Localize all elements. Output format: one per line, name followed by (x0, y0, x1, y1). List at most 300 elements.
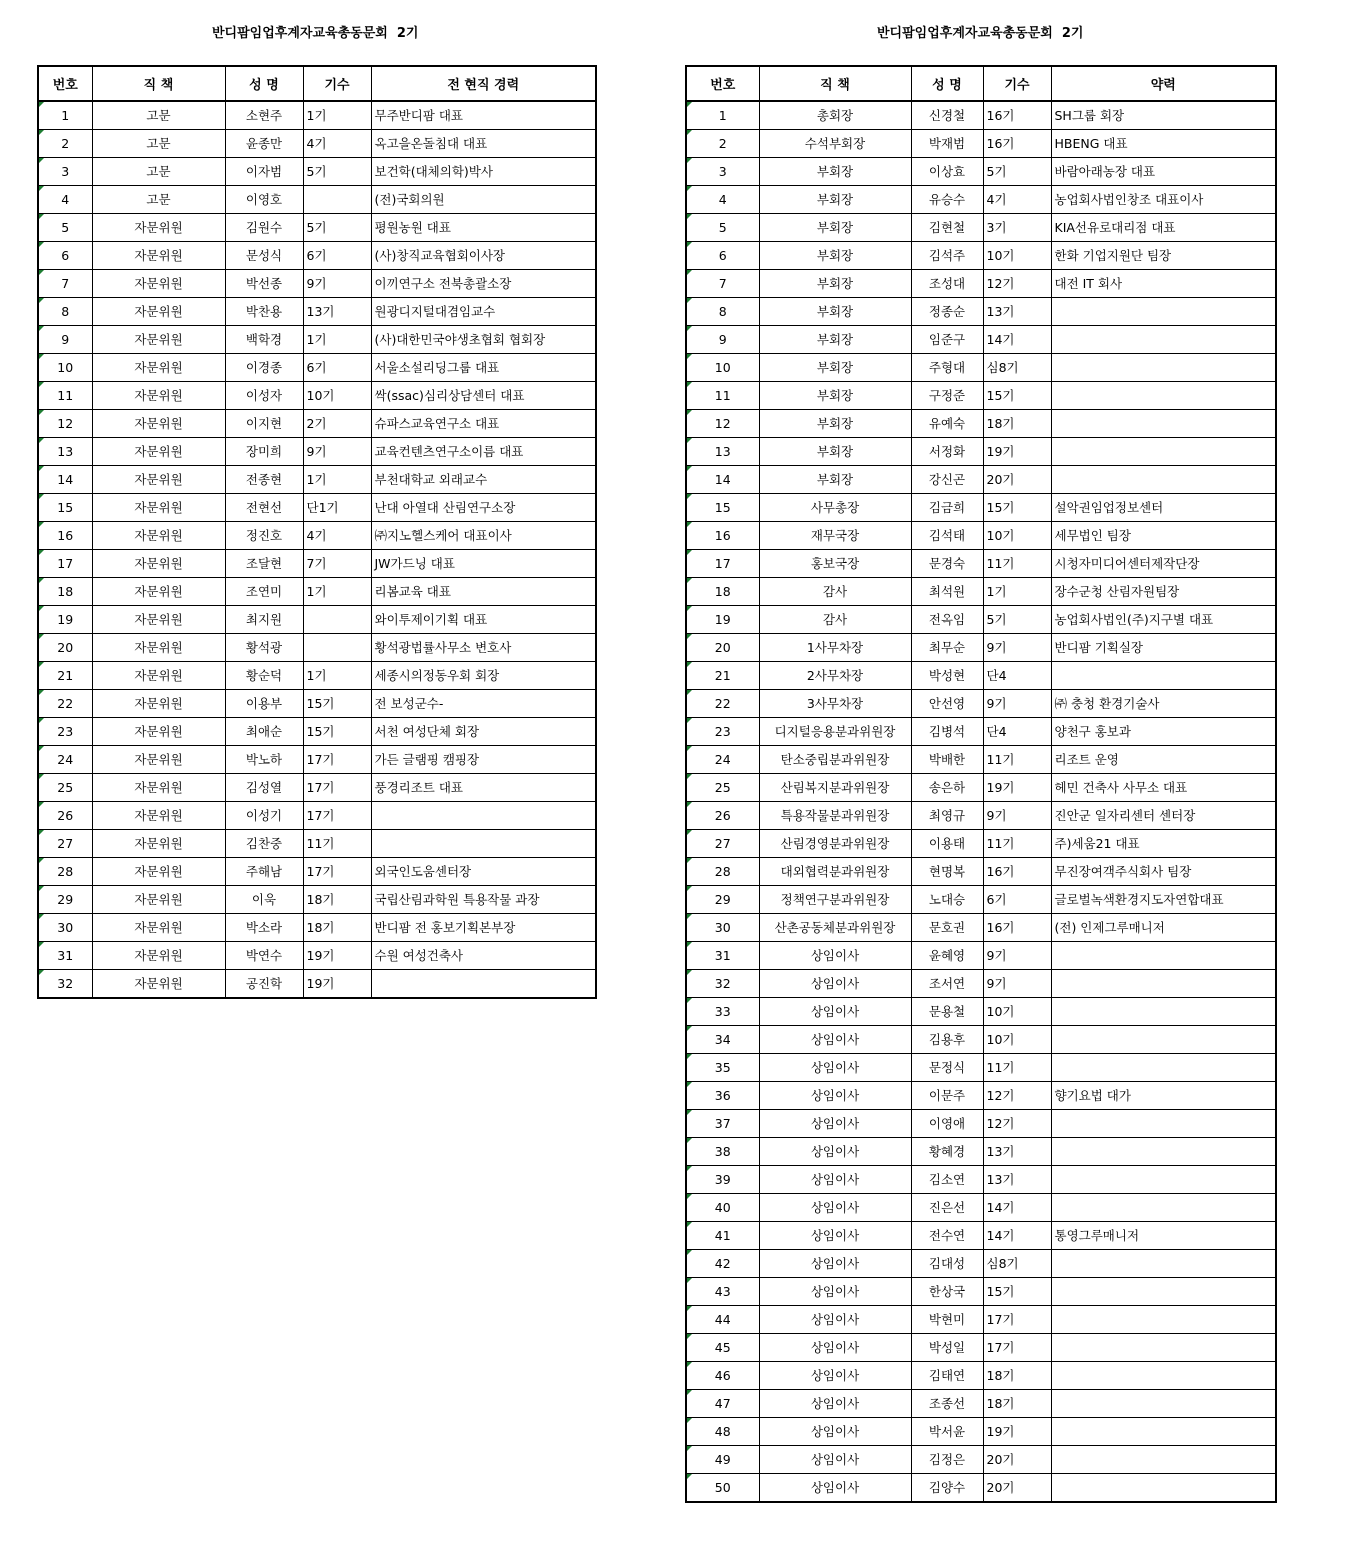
cell-generation: 10기 (983, 998, 1051, 1026)
cell-generation: 19기 (983, 774, 1051, 802)
cell-generation: 9기 (303, 270, 371, 298)
cell-generation: 5기 (303, 158, 371, 186)
cell-career: 리조트 운영 (1051, 746, 1276, 774)
cell-number: 37 (686, 1110, 759, 1138)
cell-name: 박선종 (225, 270, 303, 298)
cell-name: 주형대 (911, 354, 983, 382)
cell-number: 21 (38, 662, 92, 690)
cell-position: 자문위원 (92, 942, 225, 970)
cell-number: 25 (38, 774, 92, 802)
table-row (686, 1194, 1276, 1222)
cell-generation: 9기 (983, 634, 1051, 662)
cell-number: 44 (686, 1306, 759, 1334)
cell-career: 세무법인 팀장 (1051, 522, 1276, 550)
cell-generation: 14기 (983, 1194, 1051, 1222)
header-career: 전 현직 경력 (371, 66, 596, 101)
cell-generation: 단1기 (303, 494, 371, 522)
cell-position: 부회장 (759, 438, 911, 466)
cell-number: 32 (686, 970, 759, 998)
cell-name: 이용태 (911, 830, 983, 858)
cell-generation: 9기 (983, 690, 1051, 718)
cell-number: 4 (38, 186, 92, 214)
table-row (38, 550, 596, 578)
cell-name: 황석광 (225, 634, 303, 662)
cell-number: 33 (686, 998, 759, 1026)
table-header-row (686, 66, 1276, 101)
cell-position: 자문위원 (92, 298, 225, 326)
cell-position: 대외협력분과위원장 (759, 858, 911, 886)
cell-name: 이욱 (225, 886, 303, 914)
cell-career (1051, 1446, 1276, 1474)
cell-number: 35 (686, 1054, 759, 1082)
table-row (686, 1390, 1276, 1418)
cell-career: 이끼연구소 전북총괄소장 (371, 270, 596, 298)
cell-career: 양천구 홍보과 (1051, 718, 1276, 746)
cell-position: 감사 (759, 606, 911, 634)
cell-career: 글로벌녹색환경지도자연합대표 (1051, 886, 1276, 914)
cell-generation: 16기 (983, 914, 1051, 942)
cell-generation: 3기 (983, 214, 1051, 242)
cell-name: 공진학 (225, 970, 303, 999)
cell-position: 특용작물분과위원장 (759, 802, 911, 830)
cell-career (371, 970, 596, 999)
table-row (686, 1082, 1276, 1110)
cell-generation: 13기 (303, 298, 371, 326)
cell-number: 2 (38, 130, 92, 158)
cell-generation: 18기 (303, 886, 371, 914)
cell-name: 정진호 (225, 522, 303, 550)
cell-name: 이문주 (911, 1082, 983, 1110)
cell-career (1051, 1166, 1276, 1194)
table-row (38, 382, 596, 410)
cell-generation: 1기 (303, 326, 371, 354)
cell-career: (사)대한민국야생초협회 협회장 (371, 326, 596, 354)
cell-position: 자문위원 (92, 270, 225, 298)
table-row (686, 970, 1276, 998)
cell-generation: 단4 (983, 662, 1051, 690)
table-row (686, 886, 1276, 914)
cell-number: 24 (38, 746, 92, 774)
table-row (686, 1138, 1276, 1166)
cell-generation: 18기 (983, 410, 1051, 438)
cell-name: 김성열 (225, 774, 303, 802)
table-row (686, 1054, 1276, 1082)
cell-name: 박서윤 (911, 1418, 983, 1446)
table-row (686, 1026, 1276, 1054)
cell-career: 주)세움21 대표 (1051, 830, 1276, 858)
cell-number: 13 (686, 438, 759, 466)
cell-career: 싹(ssac)심리상담센터 대표 (371, 382, 596, 410)
cell-number: 49 (686, 1446, 759, 1474)
cell-name: 조서연 (911, 970, 983, 998)
cell-name: 신경철 (911, 101, 983, 130)
cell-number: 5 (686, 214, 759, 242)
cell-number: 38 (686, 1138, 759, 1166)
cell-generation: 19기 (303, 942, 371, 970)
cell-name: 현명복 (911, 858, 983, 886)
cell-career: 평원농원 대표 (371, 214, 596, 242)
cell-name: 박소라 (225, 914, 303, 942)
cell-name: 박현미 (911, 1306, 983, 1334)
cell-position: 디지털응용분과위원장 (759, 718, 911, 746)
table-row (686, 438, 1276, 466)
cell-career: 가든 글램핑 캠핑장 (371, 746, 596, 774)
cell-position: 산림복지분과위원장 (759, 774, 911, 802)
table-row (686, 242, 1276, 270)
cell-name: 이영호 (225, 186, 303, 214)
cell-generation: 15기 (303, 718, 371, 746)
cell-name: 이성기 (225, 802, 303, 830)
cell-position: 3사무차장 (759, 690, 911, 718)
cell-number: 8 (38, 298, 92, 326)
cell-number: 15 (38, 494, 92, 522)
cell-generation (303, 606, 371, 634)
cell-position: 상임이사 (759, 942, 911, 970)
cell-number: 7 (686, 270, 759, 298)
cell-generation: 18기 (983, 1390, 1051, 1418)
cell-name: 조연미 (225, 578, 303, 606)
cell-career (1051, 438, 1276, 466)
cell-number: 27 (38, 830, 92, 858)
cell-position: 고문 (92, 101, 225, 130)
cell-position: 자문위원 (92, 746, 225, 774)
header-position: 직 책 (92, 66, 225, 101)
cell-generation: 11기 (983, 1054, 1051, 1082)
table-row (38, 466, 596, 494)
table-row (686, 550, 1276, 578)
cell-career (1051, 1026, 1276, 1054)
cell-position: 부회장 (759, 270, 911, 298)
table-row (38, 634, 596, 662)
cell-generation: 5기 (303, 214, 371, 242)
cell-position: 상임이사 (759, 1166, 911, 1194)
cell-position: 자문위원 (92, 326, 225, 354)
cell-position: 상임이사 (759, 1222, 911, 1250)
cell-generation: 10기 (983, 242, 1051, 270)
cell-generation: 1기 (303, 578, 371, 606)
cell-position: 자문위원 (92, 718, 225, 746)
cell-name: 이자범 (225, 158, 303, 186)
cell-position: 자문위원 (92, 774, 225, 802)
cell-generation: 10기 (303, 382, 371, 410)
cell-position: 상임이사 (759, 1334, 911, 1362)
cell-position: 탄소중립분과위원장 (759, 746, 911, 774)
cell-career: 와이투제이기획 대표 (371, 606, 596, 634)
cell-name: 유예숙 (911, 410, 983, 438)
cell-position: 수석부회장 (759, 130, 911, 158)
cell-name: 전종현 (225, 466, 303, 494)
table-row (686, 1446, 1276, 1474)
cell-name: 이지현 (225, 410, 303, 438)
cell-position: 재무국장 (759, 522, 911, 550)
cell-career: (전) 인제그루매니저 (1051, 914, 1276, 942)
cell-generation: 9기 (983, 942, 1051, 970)
cell-number: 19 (686, 606, 759, 634)
cell-number: 43 (686, 1278, 759, 1306)
table-row (38, 410, 596, 438)
cell-generation: 5기 (983, 606, 1051, 634)
cell-generation: 10기 (983, 522, 1051, 550)
cell-number: 16 (38, 522, 92, 550)
table-row (38, 130, 596, 158)
cell-career: 무주반디팜 대표 (371, 101, 596, 130)
cell-number: 34 (686, 1026, 759, 1054)
cell-career: 통영그루매니저 (1051, 1222, 1276, 1250)
cell-position: 상임이사 (759, 1138, 911, 1166)
table-row (686, 634, 1276, 662)
cell-name: 김병석 (911, 718, 983, 746)
cell-name: 이영애 (911, 1110, 983, 1138)
cell-career (1051, 298, 1276, 326)
table-row (686, 101, 1276, 130)
cell-name: 김현철 (911, 214, 983, 242)
table-row (38, 718, 596, 746)
header-profile: 약력 (1051, 66, 1276, 101)
cell-career: 대전 IT 회사 (1051, 270, 1276, 298)
cell-name: 김태연 (911, 1362, 983, 1390)
alumni-officers-table (685, 65, 1277, 1503)
cell-number: 36 (686, 1082, 759, 1110)
cell-career: 무진장여객주식회사 팀장 (1051, 858, 1276, 886)
cell-number: 8 (686, 298, 759, 326)
cell-career (1051, 1334, 1276, 1362)
table-row (686, 914, 1276, 942)
cell-generation: 19기 (303, 970, 371, 999)
cell-name: 김소연 (911, 1166, 983, 1194)
cell-name: 조달현 (225, 550, 303, 578)
table-row (686, 1334, 1276, 1362)
table-row (686, 662, 1276, 690)
cell-number: 18 (686, 578, 759, 606)
cell-number: 22 (38, 690, 92, 718)
cell-career: 수원 여성건축사 (371, 942, 596, 970)
cell-generation: 단4 (983, 718, 1051, 746)
cell-number: 26 (38, 802, 92, 830)
cell-generation: 20기 (983, 1446, 1051, 1474)
cell-position: 상임이사 (759, 1054, 911, 1082)
cell-number: 25 (686, 774, 759, 802)
cell-career: 향기요법 대가 (1051, 1082, 1276, 1110)
cell-career: 세종시의정동우회 회장 (371, 662, 596, 690)
cell-name: 백학경 (225, 326, 303, 354)
header-number: 번호 (38, 66, 92, 101)
cell-position: 자문위원 (92, 662, 225, 690)
cell-career: (사)창직교육협회이사장 (371, 242, 596, 270)
table-row (686, 1110, 1276, 1138)
cell-name: 이용부 (225, 690, 303, 718)
cell-position: 자문위원 (92, 382, 225, 410)
table-row (686, 158, 1276, 186)
cell-name: 전옥임 (911, 606, 983, 634)
cell-name: 한상국 (911, 1278, 983, 1306)
cell-position: 자문위원 (92, 494, 225, 522)
cell-number: 14 (38, 466, 92, 494)
cell-name: 김정은 (911, 1446, 983, 1474)
cell-generation: 13기 (983, 298, 1051, 326)
cell-number: 40 (686, 1194, 759, 1222)
cell-generation: 11기 (983, 746, 1051, 774)
cell-name: 노대승 (911, 886, 983, 914)
cell-career: 원광디지털대겸임교수 (371, 298, 596, 326)
cell-position: 산림경영분과위원장 (759, 830, 911, 858)
cell-number: 10 (686, 354, 759, 382)
table-row (686, 186, 1276, 214)
cell-position: 자문위원 (92, 914, 225, 942)
cell-number: 19 (38, 606, 92, 634)
cell-career: 농업회사법인창조 대표이사 (1051, 186, 1276, 214)
cell-career: 옥고을온돌침대 대표 (371, 130, 596, 158)
cell-position: 자문위원 (92, 242, 225, 270)
cell-career (1051, 354, 1276, 382)
cell-position: 자문위원 (92, 634, 225, 662)
table-row (686, 270, 1276, 298)
table-row (38, 214, 596, 242)
table-row (686, 382, 1276, 410)
cell-name: 박배한 (911, 746, 983, 774)
cell-career: (전)국회의원 (371, 186, 596, 214)
cell-number: 3 (686, 158, 759, 186)
table-row (38, 270, 596, 298)
cell-generation: 13기 (983, 1166, 1051, 1194)
cell-name: 문호권 (911, 914, 983, 942)
cell-career (1051, 326, 1276, 354)
cell-number: 23 (38, 718, 92, 746)
cell-career (1051, 1418, 1276, 1446)
table-row (686, 746, 1276, 774)
cell-name: 문용철 (911, 998, 983, 1026)
cell-number: 3 (38, 158, 92, 186)
cell-name: 임준구 (911, 326, 983, 354)
cell-number: 30 (686, 914, 759, 942)
cell-career (1051, 1362, 1276, 1390)
cell-generation: 18기 (983, 1362, 1051, 1390)
cell-generation: 2기 (303, 410, 371, 438)
cell-career: 시청자미디어센터제작단장 (1051, 550, 1276, 578)
cell-position: 자문위원 (92, 214, 225, 242)
cell-career (1051, 1194, 1276, 1222)
cell-name: 조종선 (911, 1390, 983, 1418)
cell-generation: 14기 (983, 1222, 1051, 1250)
cell-career: 황석광법률사무소 변호사 (371, 634, 596, 662)
cell-number: 20 (686, 634, 759, 662)
cell-generation: 20기 (983, 466, 1051, 494)
table-row (686, 1222, 1276, 1250)
cell-position: 상임이사 (759, 1082, 911, 1110)
header-position: 직 책 (759, 66, 911, 101)
cell-position: 상임이사 (759, 998, 911, 1026)
cell-generation: 20기 (983, 1474, 1051, 1503)
cell-name: 서정화 (911, 438, 983, 466)
cell-generation: 18기 (303, 914, 371, 942)
cell-name: 김금희 (911, 494, 983, 522)
cell-name: 이성자 (225, 382, 303, 410)
cell-number: 17 (686, 550, 759, 578)
cell-number: 27 (686, 830, 759, 858)
table-row (38, 298, 596, 326)
cell-number: 17 (38, 550, 92, 578)
cell-name: 박연수 (225, 942, 303, 970)
cell-position: 상임이사 (759, 1250, 911, 1278)
table-row (38, 942, 596, 970)
cell-name: 김석태 (911, 522, 983, 550)
table-row (38, 158, 596, 186)
cell-name: 최애순 (225, 718, 303, 746)
cell-number: 29 (38, 886, 92, 914)
cell-generation: 19기 (983, 1418, 1051, 1446)
cell-number: 5 (38, 214, 92, 242)
cell-number: 24 (686, 746, 759, 774)
cell-career: 반디팜 전 홍보기획본부장 (371, 914, 596, 942)
cell-position: 자문위원 (92, 522, 225, 550)
cell-generation (303, 186, 371, 214)
table-row (38, 970, 596, 999)
cell-number: 22 (686, 690, 759, 718)
cell-generation: 7기 (303, 550, 371, 578)
cell-career: 서천 여성단체 회장 (371, 718, 596, 746)
cell-number: 31 (686, 942, 759, 970)
cell-career: HBENG 대표 (1051, 130, 1276, 158)
cell-position: 부회장 (759, 242, 911, 270)
cell-generation: 11기 (983, 550, 1051, 578)
cell-career: SH그룹 회장 (1051, 101, 1276, 130)
cell-number: 30 (38, 914, 92, 942)
cell-career: 전 보성군수- (371, 690, 596, 718)
cell-number: 6 (38, 242, 92, 270)
table-row (686, 494, 1276, 522)
cell-position: 상임이사 (759, 1418, 911, 1446)
cell-number: 12 (686, 410, 759, 438)
cell-number: 20 (38, 634, 92, 662)
cell-position: 부회장 (759, 186, 911, 214)
cell-career (371, 830, 596, 858)
cell-position: 자문위원 (92, 438, 225, 466)
cell-name: 소현주 (225, 101, 303, 130)
cell-name: 최영규 (911, 802, 983, 830)
cell-generation: 5기 (983, 158, 1051, 186)
cell-name: 박노하 (225, 746, 303, 774)
cell-generation: 16기 (983, 101, 1051, 130)
table-row (686, 354, 1276, 382)
cell-position: 2사무차장 (759, 662, 911, 690)
cell-position: 1사무차장 (759, 634, 911, 662)
header-generation: 기수 (303, 66, 371, 101)
cell-generation: 17기 (303, 774, 371, 802)
table-row (686, 690, 1276, 718)
cell-position: 자문위원 (92, 354, 225, 382)
cell-name: 박찬용 (225, 298, 303, 326)
cell-position: 감사 (759, 578, 911, 606)
cell-number: 46 (686, 1362, 759, 1390)
cell-career: 외국인도움센터장 (371, 858, 596, 886)
cell-name: 진은선 (911, 1194, 983, 1222)
cell-name: 최지원 (225, 606, 303, 634)
cell-career (1051, 998, 1276, 1026)
cell-generation: 10기 (983, 1026, 1051, 1054)
cell-generation: 15기 (983, 494, 1051, 522)
cell-career: 국립산림과학원 특용작물 과장 (371, 886, 596, 914)
table-row (38, 101, 596, 130)
cell-generation: 6기 (303, 242, 371, 270)
cell-career (1051, 970, 1276, 998)
table-row (686, 802, 1276, 830)
table-row (38, 746, 596, 774)
cell-career (1051, 1306, 1276, 1334)
cell-name: 문경숙 (911, 550, 983, 578)
cell-generation: 심8기 (983, 354, 1051, 382)
cell-position: 자문위원 (92, 410, 225, 438)
cell-career: 설악권임업정보센터 (1051, 494, 1276, 522)
cell-position: 자문위원 (92, 690, 225, 718)
